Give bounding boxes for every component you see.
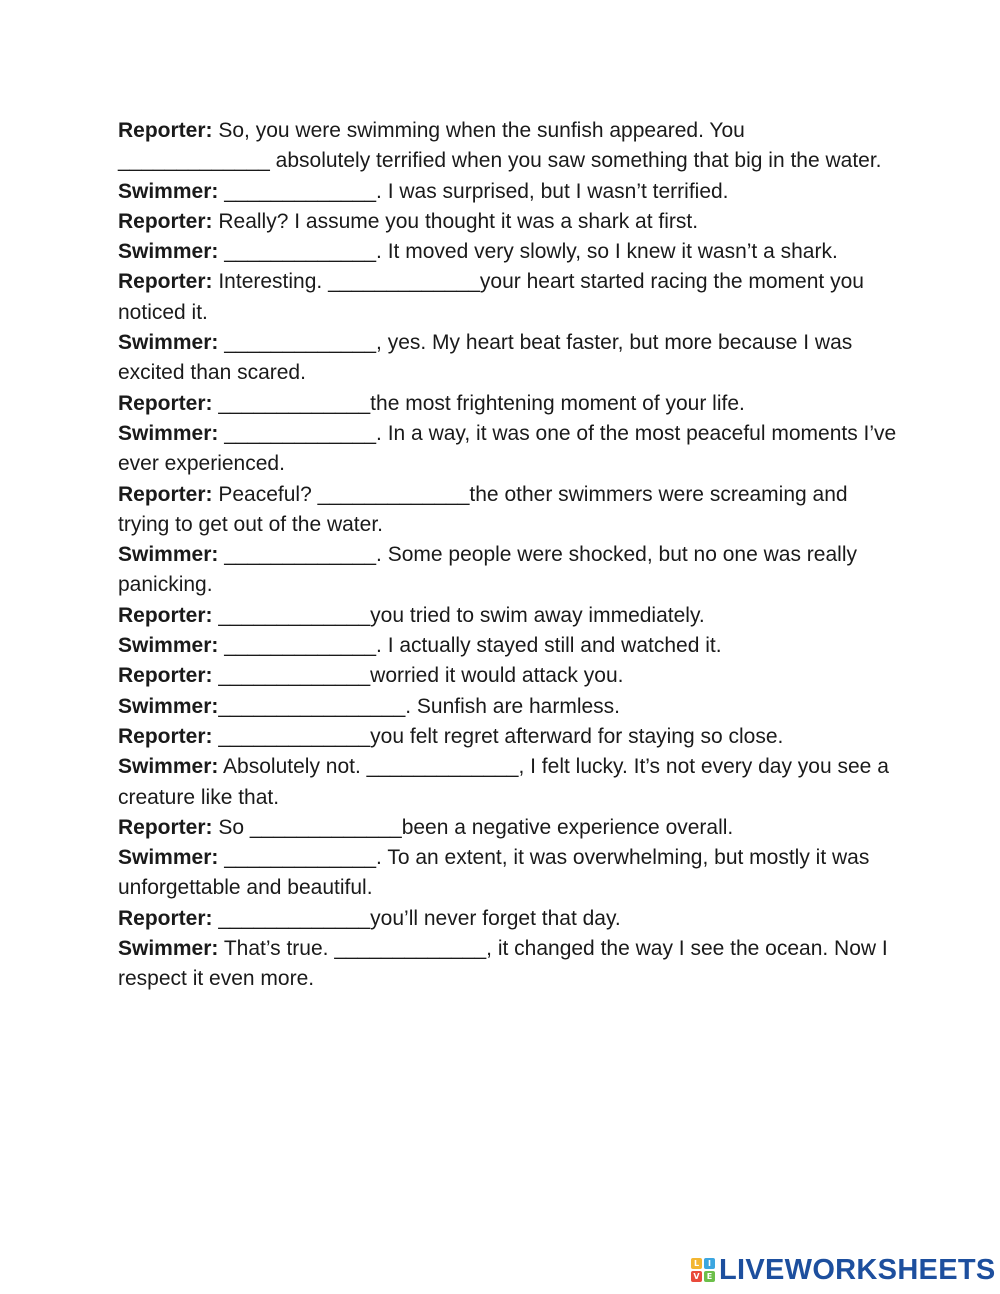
speaker-label: Reporter: <box>118 391 213 415</box>
speaker-label: Reporter: <box>118 209 213 233</box>
dialogue-text: Interesting. _____________your heart started racing the moment you noticed it. <box>118 270 864 324</box>
dialogue-line <box>118 904 898 934</box>
speaker-label: Reporter: <box>118 270 213 294</box>
speaker-label: Swimmer: <box>118 331 219 355</box>
speaker-label: Swimmer: <box>118 846 219 870</box>
liveworksheets-logo-text: LIVEWORKSHEETS <box>719 1253 996 1286</box>
speaker-label: Swimmer: <box>118 937 219 961</box>
dialogue-text: _____________. To an extent, it was overwhelming, but mostly it was unforgettable and beautiful. <box>118 846 870 900</box>
dialogue-line <box>118 419 898 480</box>
dialogue-text: _____________you’ll never forget that day. <box>212 906 621 930</box>
dialogue-line <box>118 813 898 843</box>
speaker-label: Swimmer: <box>118 179 219 203</box>
logo-mark-tile: E <box>704 1271 715 1282</box>
dialogue-text: So _____________been a negative experience overall. <box>212 815 734 839</box>
dialogue-text: Peaceful? _____________the other swimmers were screaming and trying to get out of the water. <box>118 482 848 536</box>
speaker-label: Reporter: <box>118 906 213 930</box>
dialogue-line <box>118 934 898 995</box>
speaker-label: Reporter: <box>118 664 213 688</box>
dialogue-text: _____________. Some people were shocked, but no one was really panicking. <box>118 543 857 597</box>
dialogue-text: ________________. Sunfish are harmless. <box>218 694 620 718</box>
dialogue-text: _____________you felt regret afterward for staying so close. <box>212 724 784 748</box>
speaker-label: Swimmer: <box>118 421 219 445</box>
dialogue-text: Really? I assume you thought it was a shark at first. <box>212 209 699 233</box>
speaker-label: Swimmer: <box>118 634 219 658</box>
liveworksheets-logo[interactable] <box>691 1255 996 1285</box>
speaker-label: Swimmer: <box>118 240 219 264</box>
dialogue-line <box>118 540 898 601</box>
dialogue-text: _____________. In a way, it was one of the most peaceful moments I’ve ever experienced. <box>118 421 897 476</box>
dialogue-text: _____________you tried to swim away immediately. <box>212 603 705 627</box>
dialogue-line <box>118 480 898 541</box>
speaker-label: Reporter: <box>118 815 213 839</box>
dialogue-line <box>118 389 898 419</box>
speaker-label: Reporter: <box>118 603 213 627</box>
logo-mark-tile: V <box>691 1271 702 1282</box>
liveworksheets-logo-icon <box>691 1258 715 1282</box>
dialogue-line <box>118 328 898 389</box>
dialogue-line <box>118 631 898 661</box>
dialogue-text: _____________. I actually stayed still and watched it. <box>218 634 722 658</box>
dialogue-line <box>118 722 898 752</box>
dialogue-text: _____________the most frightening moment of your life. <box>212 391 745 415</box>
dialogue-text: That’s true. _____________, it changed the way I see the ocean. Now I respect it even more. <box>118 937 888 991</box>
dialogue-line <box>118 843 898 904</box>
speaker-label: Reporter: <box>118 119 213 142</box>
dialogue-text: _____________worried it would attack you. <box>212 664 624 688</box>
dialogue-line <box>118 661 898 691</box>
speaker-label: Swimmer: <box>118 543 219 567</box>
logo-mark-tile: L <box>691 1258 702 1269</box>
speaker-label: Swimmer: <box>118 694 219 718</box>
dialogue-text: So, you were swimming when the sunfish appeared. You _____________ absolutely terrified when you saw something that big in the water. <box>118 119 882 173</box>
dialogue-text: Absolutely not. _____________, I felt lucky. It’s not every day you see a creature like that. <box>118 755 889 809</box>
dialogue-line <box>118 692 898 722</box>
dialogue-line <box>118 207 898 237</box>
logo-mark-tile: I <box>704 1258 715 1269</box>
speaker-label: Swimmer: <box>118 755 219 779</box>
dialogue-line <box>118 752 898 813</box>
speaker-label: Reporter: <box>118 724 213 748</box>
dialogue-line <box>118 267 898 328</box>
dialogue-text: _____________. It moved very slowly, so I knew it wasn’t a shark. <box>218 240 838 264</box>
dialogue-text: _____________. I was surprised, but I wasn’t terrified. <box>218 179 729 203</box>
speaker-label: Reporter: <box>118 482 213 506</box>
dialogue-line <box>118 116 898 177</box>
dialogue-text: _____________, yes. My heart beat faster, but more because I was excited than scared. <box>118 331 853 385</box>
dialogue-line <box>118 177 898 207</box>
worksheet-dialogue <box>118 116 898 995</box>
dialogue-line <box>118 601 898 631</box>
dialogue-line <box>118 237 898 267</box>
